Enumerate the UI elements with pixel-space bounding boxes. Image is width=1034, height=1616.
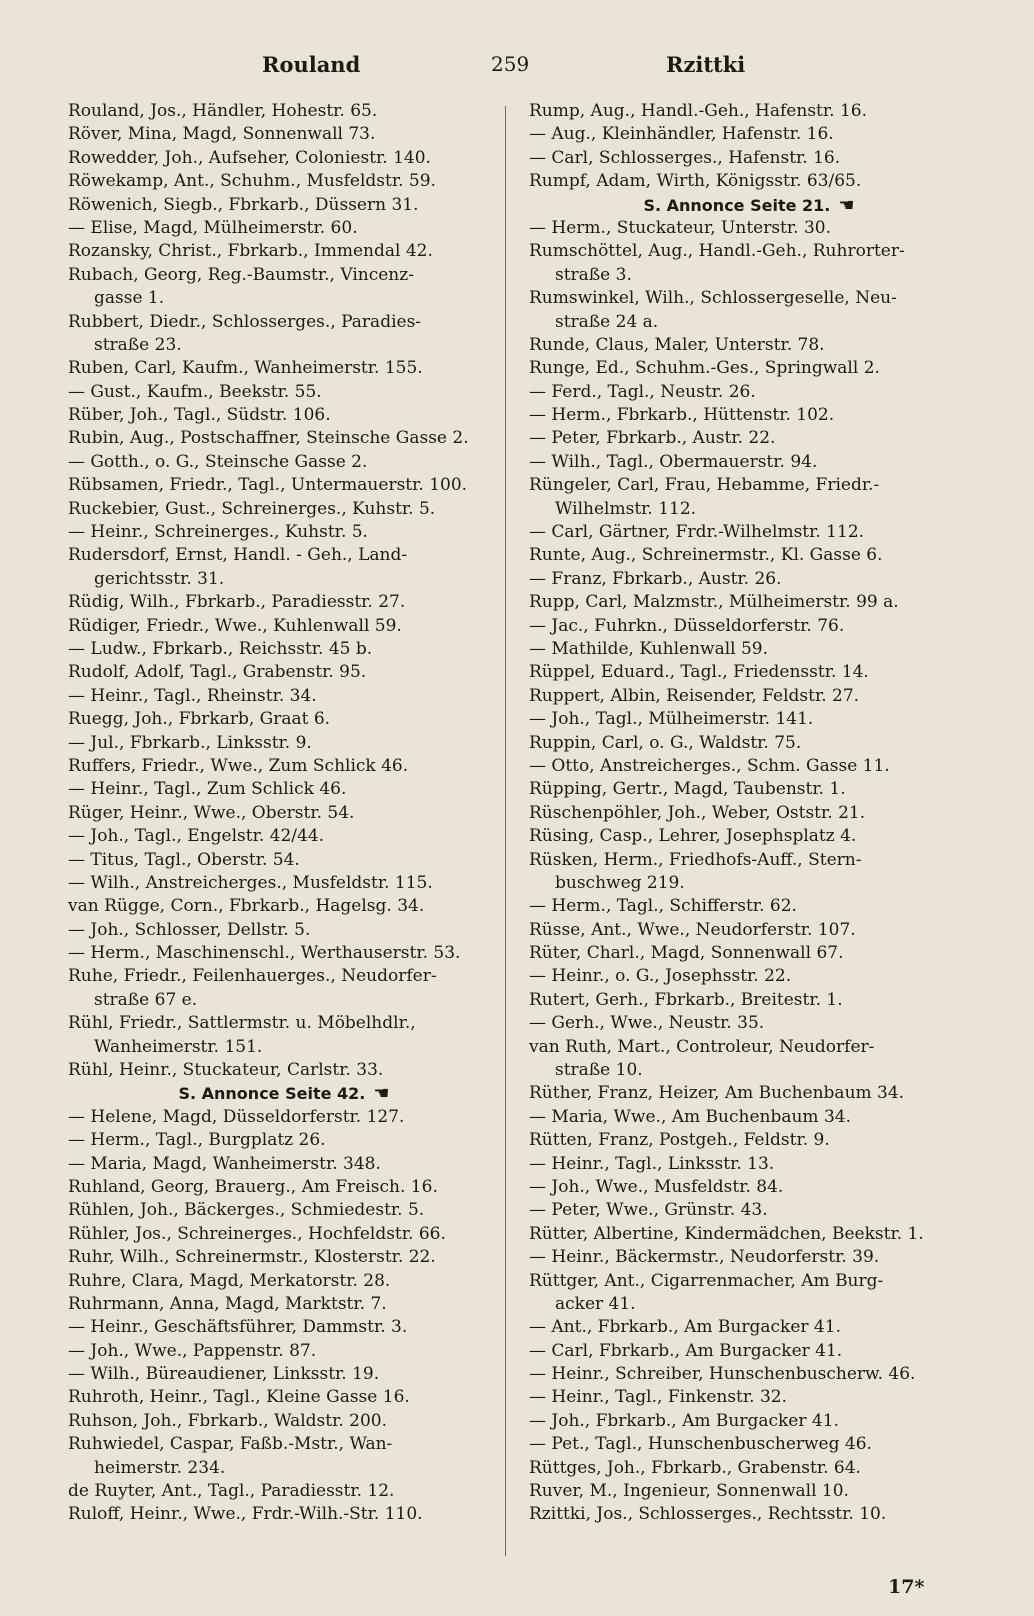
entry-text: Rüdig, Wilh., Fbrkarb., Paradiesstr. 27.: [68, 592, 406, 613]
entry-text: — Heinr., Tagl., Rheinstr. 34.: [68, 685, 317, 706]
directory-entry: [529, 1129, 969, 1152]
directory-entry: [68, 1316, 500, 1339]
entry-text: — Heinr., o. G., Josephsstr. 22.: [529, 966, 792, 987]
directory-entry: [68, 638, 500, 661]
entry-text: straße 3.: [555, 264, 632, 285]
directory-entry: [68, 872, 500, 895]
directory-entry: [68, 170, 500, 193]
directory-entry: [68, 708, 500, 731]
entry-text: Ruffers, Friedr., Wwe., Zum Schlick 46.: [68, 755, 409, 776]
directory-entry: [68, 381, 500, 404]
directory-entry: [529, 591, 969, 614]
directory-entry: [529, 357, 969, 380]
entry-continuation: [529, 264, 969, 287]
directory-entry: [68, 919, 500, 942]
directory-entry: [529, 732, 969, 755]
signature-mark: 17*: [888, 1576, 925, 1598]
entry-text: Ruhe, Friedr., Feilenhauerges., Neudorfer-: [68, 966, 437, 987]
entry-text: — Maria, Magd, Wanheimerstr. 348.: [68, 1153, 381, 1174]
entry-text: Rüpping, Gertr., Magd, Taubenstr. 1.: [529, 779, 846, 800]
entry-text: Rupp, Carl, Malzmstr., Mülheimerstr. 99 a.: [529, 592, 899, 613]
directory-entry: [529, 778, 969, 801]
entry-text: — Carl, Schlosserges., Hafenstr. 16.: [529, 147, 841, 168]
entry-text: — Heinr., Geschäftsführer, Dammstr. 3.: [68, 1317, 408, 1338]
entry-text: — Ferd., Tagl., Neustr. 26.: [529, 381, 756, 402]
entry-text: — Joh., Wwe., Pappenstr. 87.: [68, 1340, 317, 1361]
entry-text: Rüngeler, Carl, Frau, Hebamme, Friedr.-: [529, 475, 880, 496]
directory-entry: [68, 615, 500, 638]
directory-entry: [529, 451, 969, 474]
directory-entry: [529, 427, 969, 450]
entry-text: Röwenich, Siegb., Fbrkarb., Düssern 31.: [68, 194, 419, 215]
entry-text: — Wilh., Anstreicherges., Musfeldstr. 115.: [68, 872, 433, 893]
directory-entry: [529, 474, 969, 497]
entry-text: Rühl, Friedr., Sattlermstr. u. Möbelhdlr.,: [68, 1013, 416, 1034]
directory-entry: [529, 404, 969, 427]
entry-text: Rozansky, Christ., Fbrkarb., Immendal 42.: [68, 241, 433, 262]
entry-text: — Otto, Anstreicherges., Schm. Gasse 11.: [529, 755, 890, 776]
entry-text: — Herm., Fbrkarb., Hüttenstr. 102.: [529, 405, 835, 426]
directory-entry: [68, 778, 500, 801]
entry-text: Rütter, Albertine, Kindermädchen, Beekstr. 1.: [529, 1223, 924, 1244]
directory-entry: [529, 849, 969, 872]
entry-text: gerichtsstr. 31.: [94, 568, 225, 589]
directory-entry: [529, 919, 969, 942]
directory-entry: [68, 732, 500, 755]
directory-entry: [68, 100, 500, 123]
directory-entry: [529, 1012, 969, 1035]
entry-text: Ruloff, Heinr., Wwe., Frdr.-Wilh.-Str. 110.: [68, 1504, 423, 1525]
directory-entry: [529, 1503, 969, 1526]
directory-entry: [68, 498, 500, 521]
directory-entry: [68, 942, 500, 965]
entry-continuation: [529, 1293, 969, 1316]
directory-entry: [529, 685, 969, 708]
directory-entry: [529, 1176, 969, 1199]
directory-entry: [529, 1316, 969, 1339]
entry-text: — Ludw., Fbrkarb., Reichsstr. 45 b.: [68, 638, 373, 659]
directory-entry: [529, 755, 969, 778]
entry-text: — Wilh., Büreaudiener, Linksstr. 19.: [68, 1364, 380, 1385]
directory-entry: [68, 1106, 500, 1129]
entry-text: — Joh., Wwe., Musfeldstr. 84.: [529, 1176, 784, 1197]
entry-text: gasse 1.: [94, 288, 165, 309]
entry-text: Rumswinkel, Wilh., Schlossergeselle, Neu-: [529, 288, 897, 309]
entry-text: Röver, Mina, Magd, Sonnenwall 73.: [68, 124, 376, 145]
entry-text: — Joh., Schlosser, Dellstr. 5.: [68, 919, 311, 940]
entry-text: Rüppel, Eduard., Tagl., Friedensstr. 14.: [529, 662, 869, 683]
entry-text: Rüdiger, Friedr., Wwe., Kuhlenwall 59.: [68, 615, 402, 636]
entry-text: de Ruyter, Ant., Tagl., Paradiesstr. 12.: [68, 1481, 395, 1502]
entry-text: — Carl, Fbrkarb., Am Burgacker 41.: [529, 1340, 843, 1361]
entry-text: Rudolf, Adolf, Tagl., Grabenstr. 95.: [68, 662, 367, 683]
directory-entry: [529, 802, 969, 825]
directory-entry: [529, 638, 969, 661]
directory-entry: [529, 661, 969, 684]
directory-entry: [68, 357, 500, 380]
entry-text: — Wilh., Tagl., Obermauerstr. 94.: [529, 451, 818, 472]
entry-text: Rühl, Heinr., Stuckateur, Carlstr. 33.: [68, 1060, 384, 1081]
directory-entry: [68, 825, 500, 848]
entry-text: Ruhre, Clara, Magd, Merkatorstr. 28.: [68, 1270, 391, 1291]
entry-text: — Gerh., Wwe., Neustr. 35.: [529, 1013, 765, 1034]
entry-text: — Aug., Kleinhändler, Hafenstr. 16.: [529, 124, 834, 145]
entry-text: — Herm., Tagl., Schifferstr. 62.: [529, 896, 797, 917]
entry-text: — Jac., Fuhrkn., Düsseldorferstr. 76.: [529, 615, 845, 636]
directory-entry: [529, 1433, 969, 1456]
entry-text: — Franz, Fbrkarb., Austr. 26.: [529, 568, 782, 589]
entry-text: Rubin, Aug., Postschaffner, Steinsche Gasse 2.: [68, 428, 469, 449]
entry-text: Rump, Aug., Handl.-Geh., Hafenstr. 16.: [529, 101, 867, 121]
directory-entry: [529, 334, 969, 357]
entry-text: Rüsken, Herm., Friedhofs-Auff., Stern-: [529, 849, 862, 870]
entry-text: Ruhwiedel, Caspar, Faßb.-Mstr., Wan-: [68, 1434, 393, 1455]
entry-text: Rüber, Joh., Tagl., Südstr. 106.: [68, 405, 331, 426]
entry-text: — Heinr., Schreinerges., Kuhstr. 5.: [68, 522, 368, 543]
directory-entry: [529, 217, 969, 240]
directory-entry: [68, 1270, 500, 1293]
entry-text: — Helene, Magd, Düsseldorferstr. 127.: [68, 1106, 405, 1127]
directory-entry: [529, 240, 969, 263]
entry-text: Rumpf, Adam, Wirth, Königsstr. 63/65.: [529, 171, 862, 192]
entry-text: Rüsing, Casp., Lehrer, Josephsplatz 4.: [529, 826, 857, 847]
entry-text: Runde, Claus, Maler, Unterstr. 78.: [529, 334, 825, 355]
entry-text: Ruppert, Albin, Reisender, Feldstr. 27.: [529, 685, 860, 706]
entry-text: — Pet., Tagl., Hunschenbuscherweg 46.: [529, 1434, 872, 1455]
entry-text: Röwekamp, Ant., Schuhm., Musfeldstr. 59.: [68, 171, 436, 192]
directory-entry: [68, 1503, 500, 1526]
left-column: [68, 100, 500, 1527]
entry-continuation: [529, 1059, 969, 1082]
entry-continuation: [68, 989, 500, 1012]
entry-text: — Joh., Tagl., Engelstr. 42/44.: [68, 826, 325, 847]
directory-entry: [68, 1363, 500, 1386]
entry-text: — Gust., Kaufm., Beekstr. 55.: [68, 381, 322, 402]
entry-text: Rühlen, Joh., Bäckerges., Schmiedestr. 5.: [68, 1200, 425, 1221]
entry-text: — Herm., Maschinenschl., Werthauserstr. 53.: [68, 943, 461, 964]
entry-continuation: [529, 872, 969, 895]
directory-entry: [529, 1199, 969, 1222]
directory-entry: [68, 264, 500, 287]
entry-text: straße 67 e.: [94, 989, 198, 1010]
entry-text: Rüschenpöhler, Joh., Weber, Oststr. 21.: [529, 802, 866, 823]
entry-continuation: [68, 1036, 500, 1059]
directory-entry: [68, 1012, 500, 1035]
entry-text: — Heinr., Tagl., Linksstr. 13.: [529, 1153, 775, 1174]
directory-entry: [529, 895, 969, 918]
entry-continuation: [529, 498, 969, 521]
directory-entry: [529, 1153, 969, 1176]
directory-entry: [68, 755, 500, 778]
entry-text: Rouland, Jos., Händler, Hohestr. 65.: [68, 101, 378, 121]
directory-entry: [68, 685, 500, 708]
entry-text: — Titus, Tagl., Oberstr. 54.: [68, 849, 300, 870]
directory-entry: [529, 1386, 969, 1409]
directory-entry: [68, 1129, 500, 1152]
directory-entry: [68, 895, 500, 918]
entry-text: Runge, Ed., Schuhm.-Ges., Springwall 2.: [529, 358, 880, 379]
directory-entry: [529, 123, 969, 146]
directory-entry: [68, 1223, 500, 1246]
entry-text: — Jul., Fbrkarb., Linksstr. 9.: [68, 732, 312, 753]
directory-entry: [529, 147, 969, 170]
entry-text: — Ant., Fbrkarb., Am Burgacker 41.: [529, 1317, 841, 1338]
page-number: 259: [491, 52, 530, 76]
annonce-note: [68, 1082, 500, 1105]
directory-entry: [68, 661, 500, 684]
entry-text: — Joh., Tagl., Mülheimerstr. 141.: [529, 709, 814, 730]
directory-entry: [68, 194, 500, 217]
entry-text: Rüsse, Ant., Wwe., Neudorferstr. 107.: [529, 919, 856, 940]
directory-entry: [68, 849, 500, 872]
entry-text: Rüttger, Ant., Cigarrenmacher, Am Burg-: [529, 1270, 884, 1291]
entry-text: — Joh., Fbrkarb., Am Burgacker 41.: [529, 1410, 839, 1431]
directory-entry: [68, 1386, 500, 1409]
directory-entry: [529, 965, 969, 988]
annonce-note: [529, 194, 969, 217]
directory-entry: [68, 1153, 500, 1176]
entry-text: buschweg 219.: [555, 872, 685, 893]
entry-text: straße 24 a.: [555, 311, 659, 332]
entry-text: — Heinr., Schreiber, Hunschenbuscherw. 46.: [529, 1364, 916, 1385]
entry-continuation: [68, 334, 500, 357]
directory-entry: [529, 170, 969, 193]
directory-entry: [68, 474, 500, 497]
entry-text: — Herm., Tagl., Burgplatz 26.: [68, 1130, 326, 1151]
directory-entry: [68, 451, 500, 474]
directory-entry: [68, 591, 500, 614]
entry-text: acker 41.: [555, 1293, 636, 1314]
entry-text: Ruhr, Wilh., Schreinermstr., Klosterstr. 22.: [68, 1247, 436, 1268]
entry-text: Ruver, M., Ingenieur, Sonnenwall 10.: [529, 1481, 849, 1502]
entry-text: Ruegg, Joh., Fbrkarb, Graat 6.: [68, 709, 331, 730]
directory-entry: [68, 1059, 500, 1082]
directory-entry: [529, 287, 969, 310]
entry-text: — Maria, Wwe., Am Buchenbaum 34.: [529, 1106, 851, 1127]
directory-entry: [68, 1410, 500, 1433]
entry-continuation: [68, 568, 500, 591]
entry-text: — Heinr., Tagl., Zum Schlick 46.: [68, 779, 347, 800]
directory-entry: [529, 1457, 969, 1480]
directory-entry: [68, 1199, 500, 1222]
entry-text: Ruppin, Carl, o. G., Waldstr. 75.: [529, 732, 802, 753]
entry-text: heimerstr. 234.: [94, 1457, 226, 1478]
directory-entry: [529, 521, 969, 544]
directory-entry: [529, 100, 969, 123]
entry-text: Rubach, Georg, Reg.-Baumstr., Vincenz-: [68, 264, 414, 285]
directory-entry: [529, 1363, 969, 1386]
directory-entry: [68, 1246, 500, 1269]
directory-entry: [529, 1106, 969, 1129]
directory-entry: [529, 615, 969, 638]
pointing-hand-icon: ☚: [838, 194, 855, 216]
directory-entry: [68, 427, 500, 450]
directory-entry: [529, 1246, 969, 1269]
entry-text: Runte, Aug., Schreinermstr., Kl. Gasse 6.: [529, 545, 883, 566]
entry-text: Rzittki, Jos., Schlosserges., Rechtsstr. 10.: [529, 1504, 887, 1525]
entry-text: Rumschöttel, Aug., Handl.-Geh., Ruhrorter-: [529, 241, 905, 262]
directory-entry: [68, 404, 500, 427]
entry-text: Ruckebier, Gust., Schreinerges., Kuhstr. 5.: [68, 498, 436, 519]
entry-text: Rutert, Gerh., Fbrkarb., Breitestr. 1.: [529, 989, 843, 1010]
column-divider: [505, 106, 506, 1556]
entry-text: Ruhson, Joh., Fbrkarb., Waldstr. 200.: [68, 1410, 388, 1431]
directory-entry: [68, 1176, 500, 1199]
directory-entry: [68, 1340, 500, 1363]
directory-entry: [68, 521, 500, 544]
entry-text: Rüger, Heinr., Wwe., Oberstr. 54.: [68, 802, 355, 823]
entry-continuation: [529, 311, 969, 334]
directory-entry: [529, 1082, 969, 1105]
directory-entry: [529, 1410, 969, 1433]
running-head-right: Rzittki: [666, 52, 746, 77]
entry-text: Rudersdorf, Ernst, Handl. - Geh., Land-: [68, 545, 408, 566]
directory-entry: [529, 381, 969, 404]
directory-entry: [529, 942, 969, 965]
directory-entry: [68, 1480, 500, 1503]
entry-text: Ruhroth, Heinr., Tagl., Kleine Gasse 16.: [68, 1387, 410, 1408]
entry-text: S. Annonce Seite 21.: [643, 195, 831, 215]
entry-text: Rubbert, Diedr., Schlosserges., Paradies-: [68, 311, 422, 332]
entry-text: Rühler, Jos., Schreinerges., Hochfeldstr. 66.: [68, 1223, 446, 1244]
entry-text: van Ruth, Mart., Controleur, Neudorfer-: [529, 1036, 875, 1057]
entry-text: — Mathilde, Kuhlenwall 59.: [529, 638, 769, 659]
right-column: [529, 100, 969, 1527]
directory-entry: [529, 1036, 969, 1059]
entry-text: — Peter, Fbrkarb., Austr. 22.: [529, 428, 776, 449]
entry-text: — Elise, Magd, Mülheimerstr. 60.: [68, 217, 358, 238]
entry-text: Rowedder, Joh., Aufseher, Coloniestr. 140.: [68, 147, 431, 168]
directory-entry: [68, 1293, 500, 1316]
directory-entry: [529, 1270, 969, 1293]
entry-text: Rübsamen, Friedr., Tagl., Untermauerstr. 100.: [68, 475, 468, 496]
directory-entry: [529, 1340, 969, 1363]
directory-entry: [68, 240, 500, 263]
directory-entry: [68, 802, 500, 825]
entry-continuation: [68, 1457, 500, 1480]
directory-entry: [68, 217, 500, 240]
entry-text: Rüter, Charl., Magd, Sonnenwall 67.: [529, 943, 844, 964]
directory-entry: [529, 544, 969, 567]
entry-text: Rütten, Franz, Postgeh., Feldstr. 9.: [529, 1130, 830, 1151]
directory-entry: [68, 965, 500, 988]
entry-text: — Herm., Stuckateur, Unterstr. 30.: [529, 217, 831, 238]
directory-entry: [529, 1223, 969, 1246]
entry-text: Rüther, Franz, Heizer, Am Buchenbaum 34.: [529, 1083, 905, 1104]
entry-text: — Carl, Gärtner, Frdr.-Wilhelmstr. 112.: [529, 522, 865, 543]
entry-text: — Peter, Wwe., Grünstr. 43.: [529, 1200, 768, 1221]
entry-text: straße 10.: [555, 1060, 643, 1081]
directory-entry: [68, 147, 500, 170]
entry-text: S. Annonce Seite 42.: [178, 1084, 366, 1104]
directory-entry: [68, 544, 500, 567]
entry-text: van Rügge, Corn., Fbrkarb., Hagelsg. 34.: [68, 896, 425, 917]
directory-entry: [529, 989, 969, 1012]
entry-text: — Heinr., Bäckermstr., Neudorferstr. 39.: [529, 1247, 880, 1268]
directory-entry: [68, 311, 500, 334]
entry-text: Ruhrmann, Anna, Magd, Marktstr. 7.: [68, 1293, 387, 1314]
running-head-left: Rouland: [262, 52, 361, 77]
directory-entry: [529, 568, 969, 591]
entry-text: Ruben, Carl, Kaufm., Wanheimerstr. 155.: [68, 358, 423, 379]
directory-entry: [529, 708, 969, 731]
directory-entry: [68, 123, 500, 146]
directory-entry: [529, 825, 969, 848]
entry-text: Ruhland, Georg, Brauerg., Am Freisch. 16.: [68, 1176, 438, 1197]
entry-text: Wanheimerstr. 151.: [94, 1036, 263, 1057]
directory-entry: [68, 1433, 500, 1456]
entry-text: — Gotth., o. G., Steinsche Gasse 2.: [68, 451, 368, 472]
directory-entry: [529, 1480, 969, 1503]
entry-text: straße 23.: [94, 334, 182, 355]
entry-continuation: [68, 287, 500, 310]
entry-text: — Heinr., Tagl., Finkenstr. 32.: [529, 1387, 787, 1408]
pointing-hand-icon: ☚: [373, 1083, 390, 1105]
entry-text: Rüttges, Joh., Fbrkarb., Grabenstr. 64.: [529, 1457, 861, 1478]
entry-text: Wilhelmstr. 112.: [555, 498, 697, 519]
